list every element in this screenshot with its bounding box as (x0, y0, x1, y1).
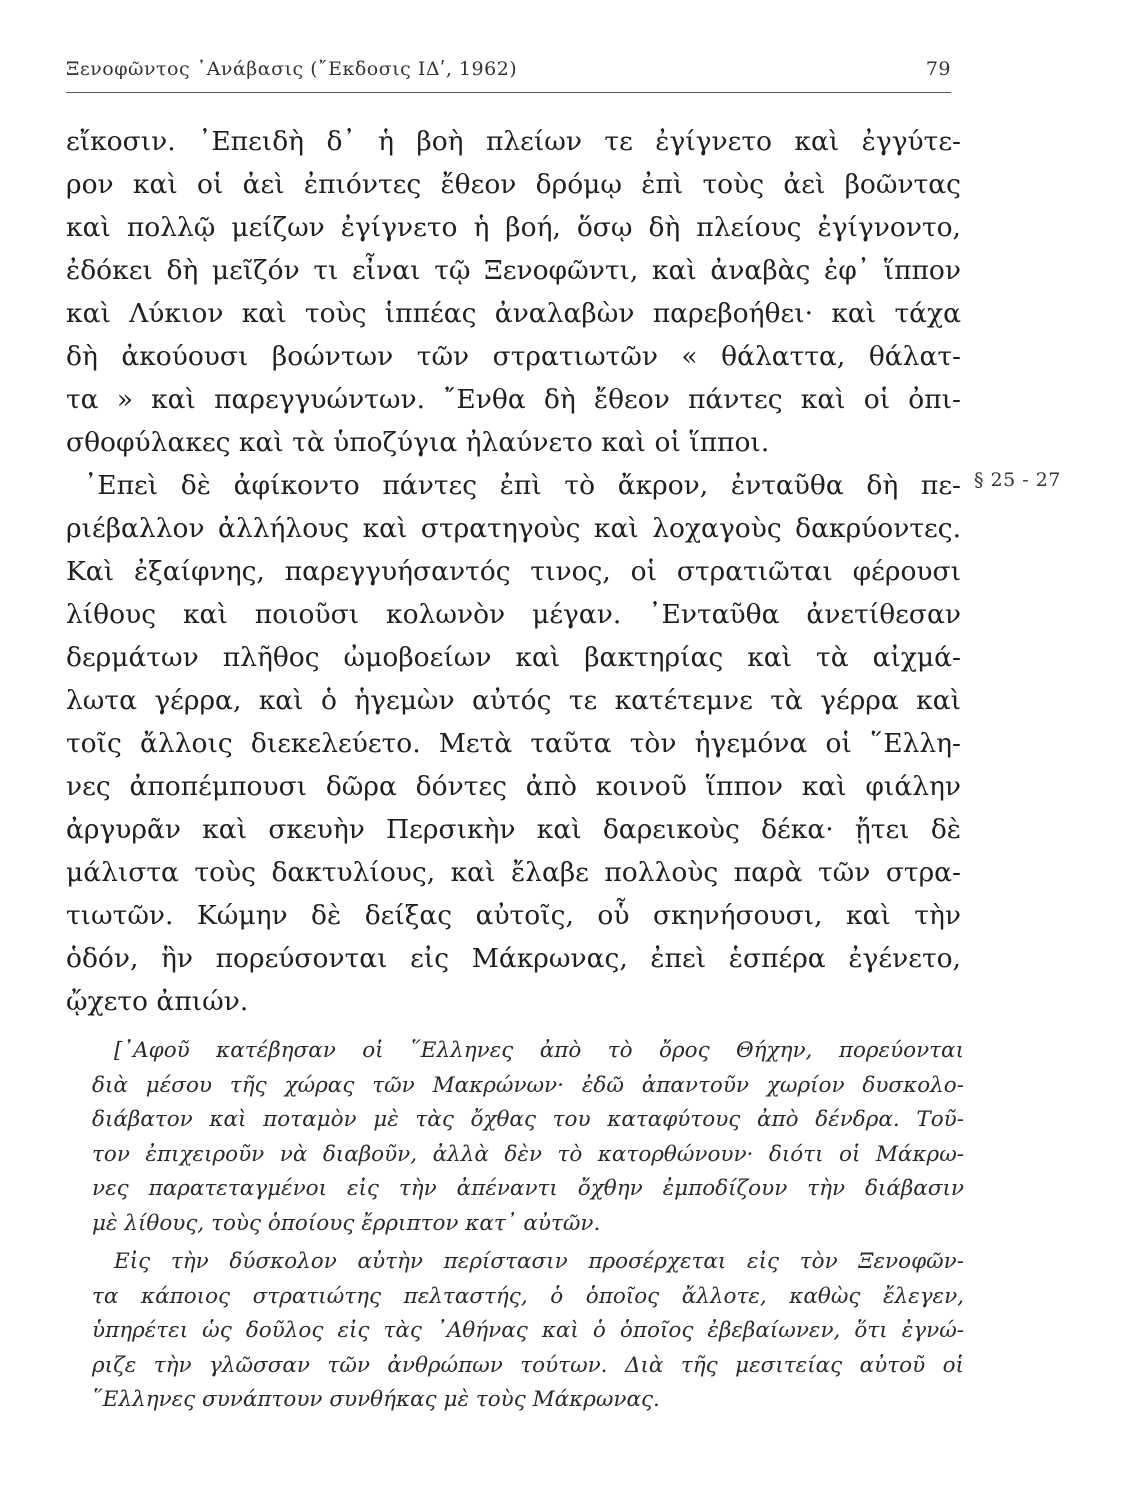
text-line: δερμάτων πλῆθος ὠμοβοείων καὶ βακτηρίας καὶ τὰ αἰχμά- (66, 642, 961, 673)
text-line: τα » καὶ παρεγγυώντων. ῎Ενθα δὴ ἔθεον πάντες καὶ οἱ ὀπι- (66, 384, 961, 415)
text-line: σθοφύλακες καὶ τὰ ὑποζύγια ἠλαύνετο καὶ οἱ ἵπποι. (66, 427, 770, 458)
text-line: ἐδόκει δὴ μεῖζόν τι εἶναι τῷ Ξενοφῶντι, καὶ ἀναβὰς ἐφ᾿ ἵππον (66, 255, 961, 286)
main-text (66, 120, 961, 1023)
commentary-line: μὲ λίθους, τοὺς ὁποίους ἔρριπτον κατ᾿ αὐτῶν. (92, 1210, 601, 1236)
text-line: Καὶ ἐξαίφνης, παρεγγυήσαντός τινος, οἱ στρατιῶται φέρουσι (66, 556, 961, 587)
text-line: τοῖς ἄλλοις διεκελεύετο. Μετὰ ταῦτα τὸν ἡγεμόνα οἱ ῞Ελλη- (66, 728, 961, 759)
section-margin-note: § 25 - 27 (974, 469, 1061, 491)
commentary-line: νες παρατεταγμένοι εἰς τὴν ἀπέναντι ὄχθην ἐμποδίζουν τὴν διάβασιν (92, 1176, 964, 1201)
commentary-line: διάβατον καὶ ποταμὸν μὲ τὰς ὄχθας του καταφύτους ἀπὸ δένδρα. Τοῦ- (92, 1107, 964, 1132)
commentary-block (92, 1034, 964, 1418)
text-line: ρον καὶ οἱ ἀεὶ ἐπιόντες ἔθεον δρόμῳ ἐπὶ τοὺς ἀεὶ βοῶντας (66, 169, 961, 200)
text-line: εἴκοσιν. ᾿Επειδὴ δ᾿ ἡ βοὴ πλείων τε ἐγίγνετο καὶ ἐγγύτε- (66, 126, 961, 157)
page-number: 79 (925, 58, 951, 80)
text-line: ριέβαλλον ἀλλήλους καὶ στρατηγοὺς καὶ λοχαγοὺς δακρύοντες. (66, 513, 961, 544)
text-line: δὴ ἀκούουσι βοώντων τῶν στρατιωτῶν « θάλαττα, θάλατ- (66, 341, 961, 372)
text-line: νες ἀποπέμπουσι δῶρα δόντες ἀπὸ κοινοῦ ἵππον καὶ φιάλην (66, 771, 961, 802)
commentary-line: ὑπηρέτει ὡς δοῦλος εἰς τὰς ᾿Αθήνας καὶ ὁ ὁποῖος ἐβεβαίωνεν, ὅτι ἐγνώ- (92, 1318, 964, 1343)
commentary-line: [᾿Αφοῦ κατέβησαν οἱ ῞Ελληνες ἀπὸ τὸ ὄρος Θήχην, πορεύονται (114, 1038, 964, 1063)
text-line: καὶ Λύκιον καὶ τοὺς ἱππέας ἀναλαβὼν παρεβοήθει· καὶ τάχα (66, 298, 961, 329)
commentary-line: ῞Ελληνες συνάπτουν συνθήκας μὲ τοὺς Μάκρωνας. (92, 1387, 660, 1412)
text-line: ὁδόν, ἣν πορεύσονται εἰς Μάκρωνας, ἐπεὶ ἑσπέρα ἐγένετο, (66, 943, 961, 974)
header-rule (66, 92, 951, 93)
commentary-line: διὰ μέσου τῆς χώρας τῶν Μακρώνων· ἐδῶ ἀπαντοῦν χωρίον δυσκολο- (92, 1072, 964, 1098)
text-line: καὶ πολλῷ μείζων ἐγίγνετο ἡ βοή, ὅσῳ δὴ πλείους ἐγίγνοντο, (66, 212, 961, 243)
text-line: ἀργυρᾶν καὶ σκευὴν Περσικὴν καὶ δαρεικοὺς δέκα· ᾔτει δὲ (66, 814, 961, 845)
running-title: Ξενοφῶντος ᾿Ανάβασις (῎Εκδοσις ΙΔʹ, 1962) (66, 58, 518, 80)
commentary-line: τον ἐπιχειροῦν νὰ διαβοῦν, ἀλλὰ δὲν τὸ κατορθώνουν· διότι οἱ Μάκρω- (92, 1141, 964, 1167)
text-line: ᾿Επεὶ δὲ ἀφίκοντο πάντες ἐπὶ τὸ ἄκρον, ἐνταῦθα δὴ πε- (84, 470, 961, 501)
text-line: λωτα γέρρα, καὶ ὁ ἡγεμὼν αὐτός τε κατέτεμνε τὰ γέρρα καὶ (66, 685, 961, 716)
running-header (66, 58, 951, 88)
commentary-line: Εἰς τὴν δύσκολον αὐτὴν περίστασιν προσέρχεται εἰς τὸν Ξενοφῶν- (114, 1249, 964, 1274)
text-line: λίθους καὶ ποιοῦσι κολωνὸν μέγαν. ᾿Ενταῦθα ἀνετίθεσαν (66, 599, 961, 630)
text-line: τιωτῶν. Κώμην δὲ δείξας αὐτοῖς, οὗ σκηνήσουσι, καὶ τὴν (66, 900, 961, 931)
text-line: μάλιστα τοὺς δακτυλίους, καὶ ἔλαβε πολλοὺς παρὰ τῶν στρα- (66, 857, 961, 888)
commentary-line: τα κάποιος στρατιώτης πελταστής, ὁ ὁποῖος ἄλλοτε, καθὼς ἔλεγεν, (92, 1283, 964, 1309)
text-line: ᾤχετο ἀπιών. (66, 986, 249, 1017)
commentary-line: ριζε τὴν γλῶσσαν τῶν ἀνθρώπων τούτων. Διὰ τῆς μεσιτείας αὐτοῦ οἱ (92, 1352, 964, 1378)
